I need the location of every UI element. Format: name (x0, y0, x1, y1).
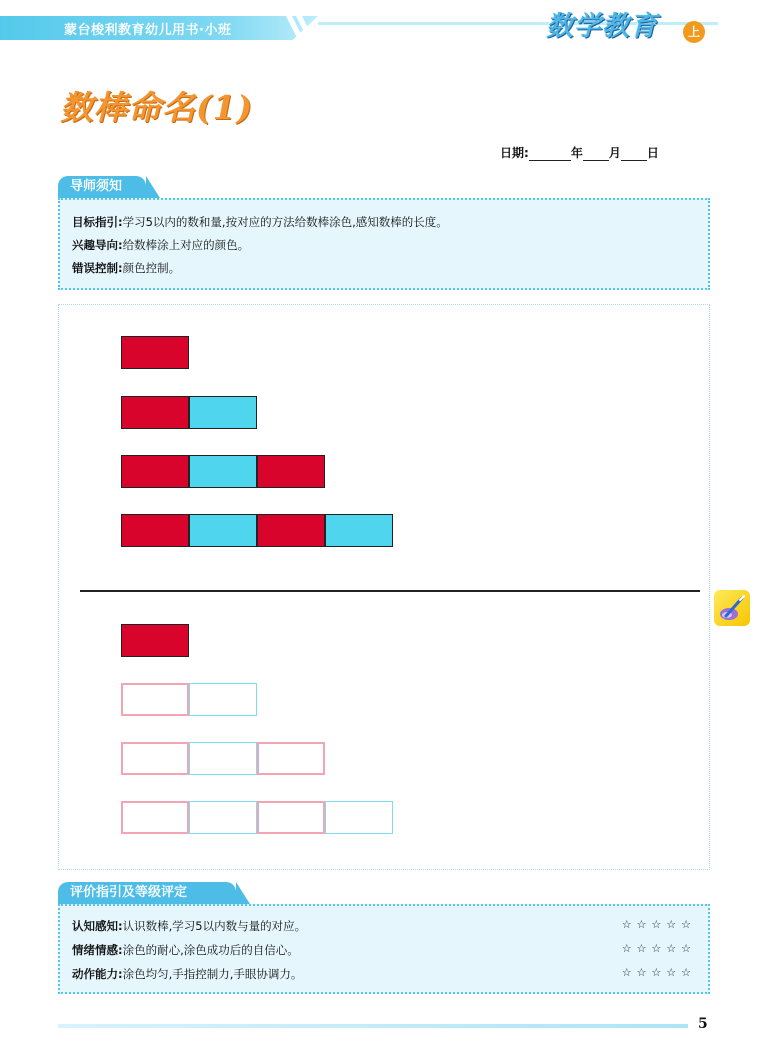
date-label: 日期: (500, 146, 529, 160)
rod-segment-outline[interactable] (189, 742, 257, 775)
rod-segment (121, 514, 189, 547)
rod-segment (325, 514, 393, 547)
teacher-notes-tab: 导师须知 (58, 176, 146, 198)
error-control-line: 错误控制:颜色控制。 (72, 261, 181, 275)
rating-stars[interactable]: ☆☆☆☆☆ (621, 942, 696, 955)
page-title: 数棒命名(1) (60, 88, 254, 127)
goal-line: 目标指引:学习5以内的数和量,按对应的方法给数棒涂色,感知数棒的长度。 (72, 215, 448, 229)
rating-stars[interactable]: ☆☆☆☆☆ (621, 918, 696, 931)
footer-line (58, 1024, 688, 1028)
rod-segment (257, 455, 325, 488)
evaluation-tab: 评价指引及等级评定 (58, 882, 236, 904)
volume-badge: 上 (683, 21, 705, 43)
rod-segment-outline[interactable] (325, 801, 393, 834)
rod-segment (121, 396, 189, 429)
rod-segment-outline[interactable] (257, 742, 325, 775)
brand-title: 数学教育 (546, 11, 658, 42)
section-divider (80, 590, 700, 592)
rod-segment (189, 455, 257, 488)
interest-line: 兴趣导向:给数棒涂上对应的颜色。 (72, 238, 250, 252)
rod-segment (121, 455, 189, 488)
rod-segment (257, 514, 325, 547)
evaluation-box (58, 904, 710, 994)
eval-row-motor: 动作能力:涂色均匀,手指控制力,手眼协调力。 (72, 967, 303, 981)
rod-segment (121, 624, 189, 657)
rod-segment-outline[interactable] (189, 683, 257, 716)
rod-segment-outline[interactable] (189, 801, 257, 834)
rod-segment-outline[interactable] (121, 683, 189, 716)
pen-icon (714, 590, 750, 626)
day-label: 日 (646, 146, 659, 160)
eval-row-cognition: 认知感知:认识数棒,学习5以内数与量的对应。 (72, 919, 307, 933)
rating-stars[interactable]: ☆☆☆☆☆ (621, 966, 696, 979)
rod-segment (189, 396, 257, 429)
month-label: 月 (608, 146, 621, 160)
year-label: 年 (570, 146, 583, 160)
rod-segment (121, 336, 189, 369)
series-title: 蒙台梭利教育幼儿用书·小班 (64, 23, 232, 38)
rod-segment-outline[interactable] (257, 801, 325, 834)
eval-row-emotion: 情绪情感:涂色的耐心,涂色成功后的自信心。 (72, 943, 299, 957)
page-number: 5 (698, 1016, 708, 1032)
rod-segment-outline[interactable] (121, 801, 189, 834)
rod-segment (189, 514, 257, 547)
rod-segment-outline[interactable] (121, 742, 189, 775)
